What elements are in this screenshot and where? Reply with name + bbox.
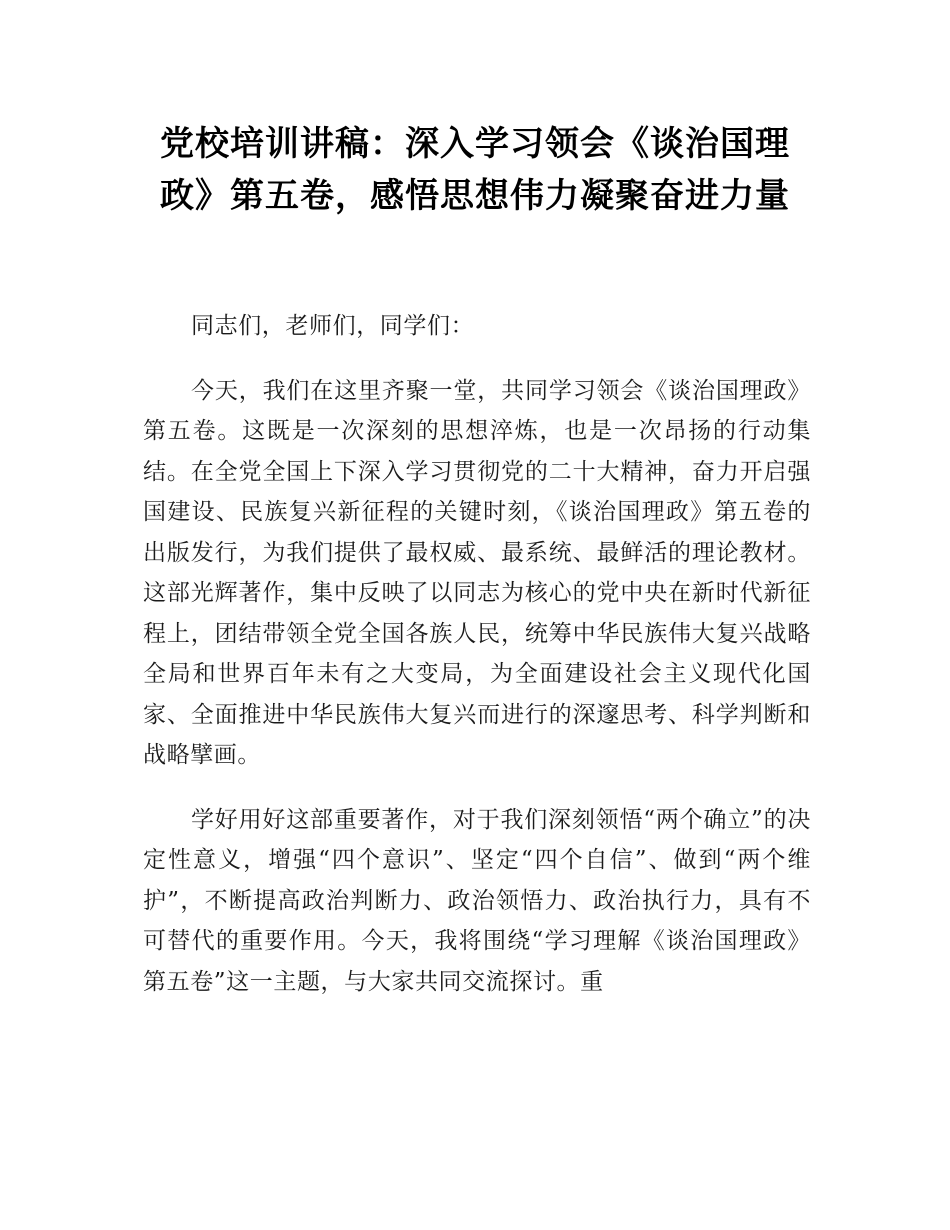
paragraph-1: 今天，我们在这里齐聚一堂，共同学习领会《谈治国理政》第五卷。这既是一次深刻的思想淬炼，也是一次昂扬的行动集结。在全党全国上下深入学习贯彻党的二十大精神，奋力开启强国建设、民族复兴新征程的关键时刻，《谈治国理政》第五卷的出版发行，为我们提供了最权威、最系统、最鲜活的理论教材。这部光辉著作，集中反映了以同志为核心的党中央在新时代新征程上，团结带领全党全国各族人民，统筹中华民族伟大复兴战略全局和世界百年未有之大变局，为全面建设社会主义现代化国家、全面推进中华民族伟大复兴而进行的深邃思考、科学判断和战略擘画。 — [143, 377, 811, 768]
title-line-1: 党校培训讲稿：深入学习领会《谈治国理 — [160, 124, 790, 164]
document-body — [143, 306, 811, 1026]
title-line-2: 政》第五卷，感悟思想伟力凝聚奋进力量 — [160, 176, 790, 216]
document-title — [0, 118, 950, 222]
greeting: 同志们，老师们，同学们： — [191, 313, 475, 339]
paragraph-2: 学好用好这部重要著作，对于我们深刻领悟“两个确立”的决定性意义，增强“四个意识”、坚定“四个自信”、做到“两个维护”，不断提高政治判断力、政治领悟力、政治执行力，具有不可替代的重要作用。今天，我将围绕“学习理解《谈治国理政》第五卷”这一主题，与大家共同交流探讨。重 — [143, 806, 811, 995]
